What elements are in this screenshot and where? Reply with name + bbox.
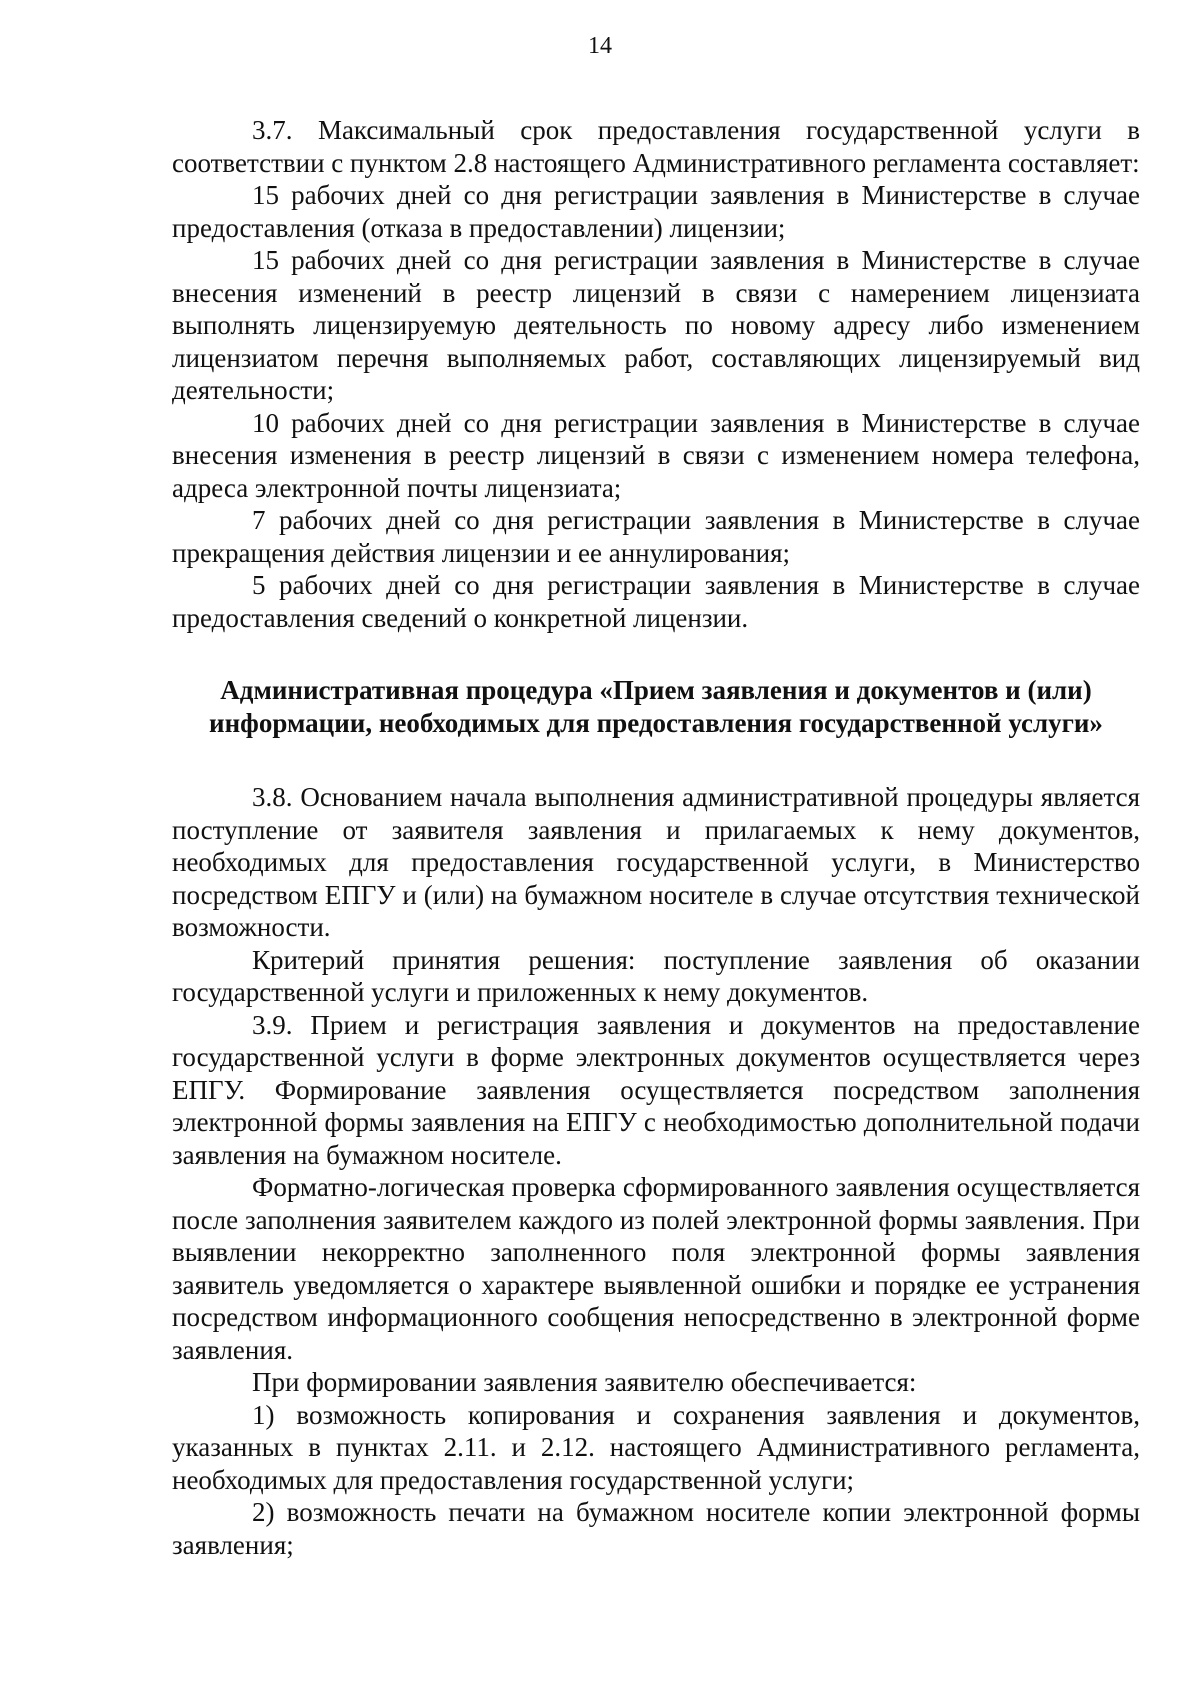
paragraph-term-15-registry: 15 рабочих дней со дня регистрации заявления в Министерстве в случае внесения изменений в реестр лицензий в связи с намерением лицензиата выполнять лицензируемую деятельность по новому адресу либо изменением лицензиатом перечня выполняемых работ, составляющих лицензируемый вид деятельности; — [172, 245, 1140, 405]
section-heading — [172, 674, 1140, 739]
document-body — [172, 114, 1140, 1561]
paragraph-term-5-info: 5 рабочих дней со дня регистрации заявления в Министерстве в случае предоставления сведений о конкретной лицензии. — [172, 570, 1140, 633]
paragraph-term-10-registry: 10 рабочих дней со дня регистрации заявления в Министерстве в случае внесения изменения в реестр лицензий в связи с изменением номера телефона, адреса электронной почты лицензиата; — [172, 407, 1140, 503]
paragraph-term-15-license: 15 рабочих дней со дня регистрации заявления в Министерстве в случае предоставления (отказа в предоставлении) лицензии; — [172, 180, 1140, 243]
paragraph-applicant-provided: При формировании заявления заявителю обеспечивается: — [252, 1367, 917, 1397]
section-heading-line-2: информации, необходимых для предоставления государственной услуги» — [209, 707, 1103, 738]
section-heading-line-1: Административная процедура «Прием заявления и документов и (или) — [220, 675, 1092, 705]
paragraph-3-9: 3.9. Прием и регистрация заявления и документов на предоставление государственной услуги в форме электронных документов осуществляется через ЕПГУ. Формирование заявления осуществляется посредством заполнения электронной формы заявления на ЕПГУ с необходимостью дополнительной подачи заявления на бумажном носителе. — [172, 1009, 1140, 1170]
paragraph-decision-criterion: Критерий принятия решения: поступление заявления об оказании государственной услуги и приложенных к нему документов. — [172, 944, 1140, 1007]
paragraph-3-8: 3.8. Основанием начала выполнения административной процедуры является поступление от заявителя заявления и прилагаемых к нему документов, необходимых для предоставления государственной услуги, в Министерство посредством ЕПГУ и (или) на бумажном носителе в случае отсутствия технической возможности. — [172, 782, 1140, 942]
list-item-2: 2) возможность печати на бумажном носителе копии электронной формы заявления; — [172, 1497, 1140, 1560]
paragraph-term-7-termination: 7 рабочих дней со дня регистрации заявления в Министерстве в случае прекращения действия лицензии и ее аннулирования; — [172, 505, 1140, 568]
page-number: 14 — [588, 33, 612, 59]
spacer — [172, 739, 1140, 781]
paragraph-3-7: 3.7. Максимальный срок предоставления государственной услуги в соответствии с пунктом 2.8 настоящего Административного регламента составляет: — [172, 115, 1140, 178]
paragraph-format-check: Форматно-логическая проверка сформированного заявления осуществляется после заполнения заявителем каждого из полей электронной формы заявления. При выявлении некорректно заполненного поля электронной формы заявления заявитель уведомляется о характере выявленной ошибки и порядке ее устранения посредством информационного сообщения непосредственно в электронной форме заявления. — [172, 1172, 1140, 1365]
spacer — [172, 634, 1140, 674]
list-item-1: 1) возможность копирования и сохранения заявления и документов, указанных в пунктах 2.11. и 2.12. настоящего Административного регламента, необходимых для предоставления государственной услуги; — [172, 1399, 1140, 1495]
